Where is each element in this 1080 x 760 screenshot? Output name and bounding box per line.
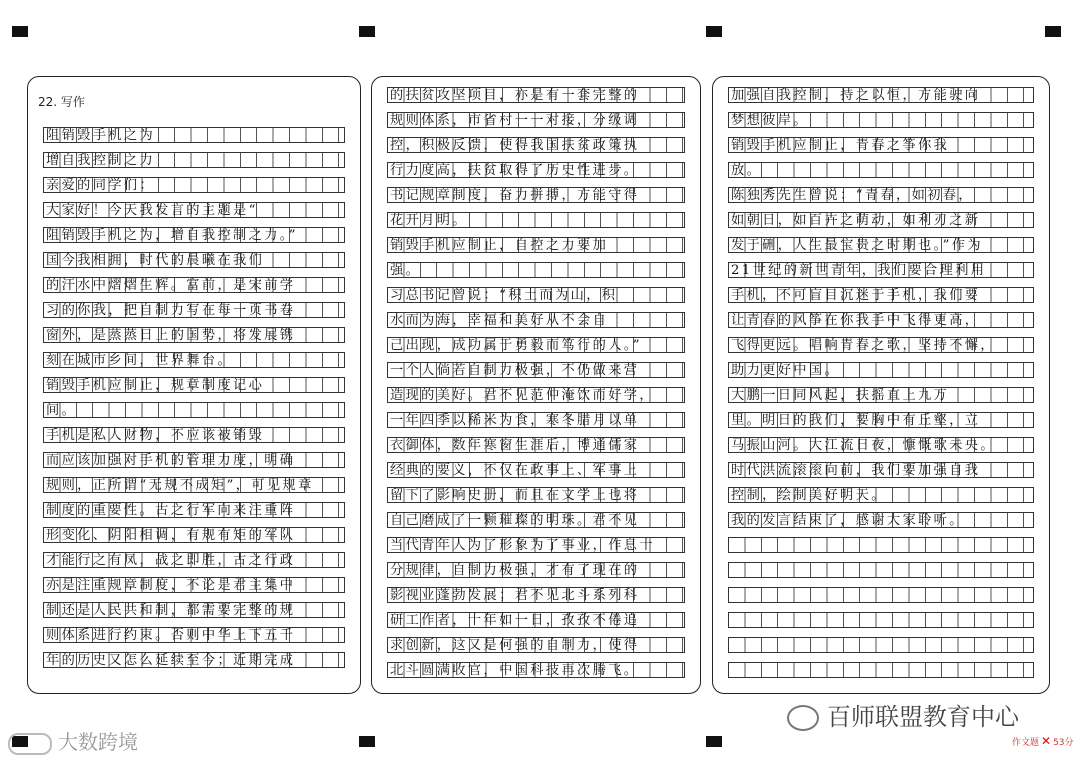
score-label: 作文题 — [1012, 738, 1040, 748]
grid-line — [387, 162, 685, 178]
grid-line — [43, 302, 345, 318]
handwritten-text: 时代洪流滚滚向前，我们要加强自我 — [731, 463, 981, 478]
grid-line — [728, 137, 1034, 153]
grid-line — [43, 602, 345, 618]
handwritten-text: 当代青年人为了形象为了事业，作息十 — [390, 538, 655, 553]
grid-line — [43, 527, 345, 543]
handwritten-text: 国今我相拥，时代的晨曦在我们 — [46, 253, 265, 268]
grid-line — [387, 637, 685, 653]
handwritten-text: 经典的要义，不仅在政事上、军事上 — [390, 463, 640, 478]
handwritten-text: 一个人倘若自制力极强，不仍做来营 — [390, 363, 640, 378]
score-mark — [1012, 734, 1074, 748]
handwritten-text: 规则，正所谓“无规不成矩”，可见规章 — [46, 478, 314, 493]
handwritten-text: 陈独秀先生曾说：“青春，如初春， — [731, 188, 974, 203]
handwritten-text: 刻在城市乡间，世界舞台。 — [46, 353, 234, 368]
watermark-logo-icon — [8, 733, 52, 755]
grid-line — [728, 187, 1034, 203]
handwritten-text: 的扶贫攻坚项目，亦是有一套完整的 — [390, 88, 640, 103]
grid-line — [43, 652, 345, 668]
grid-line — [387, 512, 685, 528]
handwritten-text: 习总书记曾说：“积土而为山，积 — [390, 288, 618, 303]
handwritten-text: 销毁手机应制止，自控之力要加 — [390, 238, 609, 253]
handwritten-text: 而应该加强对手机的管理力度，明确 — [46, 453, 296, 468]
handwritten-text: 我的发言结束了，感谢大家聆听。 — [731, 513, 965, 528]
watermark-left-text: 大数跨境 — [58, 730, 138, 754]
grid-line — [387, 612, 685, 628]
grid-lines-1 — [43, 127, 345, 677]
grid-line — [387, 537, 685, 553]
grid-lines-3 — [728, 87, 1034, 687]
grid-line — [728, 337, 1034, 353]
handwritten-text: 放。 — [731, 163, 763, 178]
handwritten-text: 研工作者，十年如一日，孜孜不倦追 — [390, 613, 640, 628]
grid-line — [43, 352, 345, 368]
grid-line — [728, 562, 1034, 578]
registration-mark — [706, 736, 722, 747]
handwritten-text: 销毁手机应制止，青春之筝你我 — [731, 138, 950, 153]
grid-line — [387, 412, 685, 428]
handwritten-text: 习的你我，把自制力写在每一页书卷 — [46, 303, 296, 318]
grid-line — [728, 362, 1034, 378]
handwritten-text: 则体系进行约束。否则中华上下五千 — [46, 628, 296, 643]
grid-line — [728, 112, 1034, 128]
handwritten-text: 控制，绘制美好明天。 — [731, 488, 887, 503]
grid-line — [387, 337, 685, 353]
handwritten-text: 制度的重要性。古之行军向来注重阵 — [46, 503, 296, 518]
registration-mark — [359, 26, 375, 37]
grid-line — [728, 612, 1034, 628]
handwritten-text: 求创新，这又是何强的自制力，使得 — [390, 638, 640, 653]
handwritten-text: 手机，不可盲目沉迷于手机，我们要 — [731, 288, 981, 303]
handwritten-text: 发于硎，人生最宝贵之时期也。”作为 — [731, 238, 983, 253]
grid-line — [43, 177, 345, 193]
handwritten-text: 分规律，自制力极强，才有了现在的 — [390, 563, 640, 578]
grid-line — [728, 437, 1034, 453]
grid-line — [387, 137, 685, 153]
grid-line — [43, 577, 345, 593]
grid-line — [387, 112, 685, 128]
handwritten-text: 加强自我控制，持之以恒，方能驶向 — [731, 88, 981, 103]
grid-line — [728, 262, 1034, 278]
grid-line — [387, 262, 685, 278]
score-value: 53分 — [1053, 738, 1074, 748]
grid-line — [728, 637, 1034, 653]
handwritten-text: 强。 — [390, 263, 422, 278]
handwritten-text: 北斗圆满收官，中国科技再次腾飞。 — [390, 663, 640, 678]
question-label: 22. 写作 — [38, 95, 85, 109]
handwritten-text: 销毁手机应制止，规章制度记心 — [46, 378, 265, 393]
wechat-icon — [787, 705, 819, 731]
grid-line — [728, 462, 1034, 478]
grid-line — [728, 287, 1034, 303]
grid-line — [43, 502, 345, 518]
handwritten-text: 的汗水中熠熠生辉。富前，是宋前学 — [46, 278, 296, 293]
grid-line — [387, 587, 685, 603]
grid-line — [728, 537, 1034, 553]
grid-line — [387, 187, 685, 203]
handwritten-text: 行力度高，扶贫取得了历史性进步。 — [390, 163, 640, 178]
grid-line — [43, 477, 345, 493]
handwritten-text: 增自我控制之力 — [46, 153, 156, 168]
handwritten-text: 形变化、阴阳相调，有规有矩的军队 — [46, 528, 296, 543]
grid-line — [43, 252, 345, 268]
grid-line — [728, 512, 1034, 528]
watermark-left — [8, 726, 138, 755]
handwritten-text: 制还是人民共和制，都需要完整的规 — [46, 603, 296, 618]
grid-line — [728, 487, 1034, 503]
handwritten-text: 留下了影响史册，而且在文学上也将 — [390, 488, 640, 503]
grid-line — [387, 437, 685, 453]
grid-line — [387, 387, 685, 403]
grid-line — [43, 452, 345, 468]
grid-line — [728, 662, 1034, 678]
registration-mark — [359, 736, 375, 747]
grid-line — [43, 152, 345, 168]
grid-line — [728, 87, 1034, 103]
handwritten-text: 大鹏一日同风起，扶摇直上九万 — [731, 388, 950, 403]
handwritten-text: 衣御体，数年寒窗生涯后，博通儒家 — [390, 438, 640, 453]
handwritten-text: 影视业蓬勃发展；君不见北斗系列科 — [390, 588, 640, 603]
handwritten-text: 助力更好中国。 — [731, 363, 841, 378]
grid-line — [728, 387, 1034, 403]
grid-line — [728, 312, 1034, 328]
grid-line — [43, 402, 345, 418]
grid-line — [387, 487, 685, 503]
answer-panel-2 — [371, 76, 701, 694]
watermark-right-text: 百师联盟教育中心 — [827, 703, 1019, 731]
answer-panel-1 — [27, 76, 361, 694]
grid-line — [387, 662, 685, 678]
grid-lines-2 — [387, 87, 685, 687]
handwritten-text: 己出现，成功属于勇毅而笃行的人。” — [390, 338, 642, 353]
handwritten-text: 飞得更远。唱响青春之歌，坚持不懈， — [731, 338, 996, 353]
handwritten-text: 让青春的风筝在你我手中飞得更高， — [731, 313, 981, 328]
grid-line — [387, 237, 685, 253]
registration-mark — [706, 26, 722, 37]
handwritten-text: 大家好！今天我发言的主题是“ — [46, 203, 258, 218]
grid-line — [43, 327, 345, 343]
handwritten-text: 梦想彼岸。 — [731, 113, 809, 128]
grid-line — [43, 127, 345, 143]
handwritten-text: 里。明日的我们，要胸中有丘壑，立 — [731, 413, 981, 428]
handwritten-text: 花开月明。 — [390, 213, 468, 228]
grid-line — [43, 627, 345, 643]
handwritten-text: 亲爱的同学们： — [46, 178, 156, 193]
grid-line — [43, 427, 345, 443]
handwritten-text: 如朝日，如百卉之萌动，如利刃之新 — [731, 213, 981, 228]
registration-mark — [12, 26, 28, 37]
grid-line — [728, 412, 1034, 428]
grid-line — [43, 227, 345, 243]
handwritten-text: 马振山河。大江流日夜，慷慨歌未央。 — [731, 438, 996, 453]
grid-line — [43, 552, 345, 568]
grid-line — [387, 362, 685, 378]
cross-icon: ✕ — [1041, 734, 1052, 748]
grid-line — [387, 287, 685, 303]
handwritten-text: 手机是私人财物，不应该被销毁 — [46, 428, 265, 443]
watermark-right — [787, 697, 1019, 732]
grid-line — [728, 162, 1034, 178]
handwritten-text: 书记规章制度，奋力拼搏，方能守得 — [390, 188, 640, 203]
handwritten-text: 一年四季以稀米为食，寒冬腊月以单 — [390, 413, 640, 428]
grid-line — [728, 212, 1034, 228]
grid-line — [387, 87, 685, 103]
handwritten-text: 自己磨成了一颗璀璨的明珠。君不见 — [390, 513, 640, 528]
handwritten-text: 阻销毁手机之为，增自我控制之力。” — [46, 228, 298, 243]
handwritten-text: 21世纪的新世青年，我们要合理利用 — [731, 263, 987, 278]
handwritten-text: 造现的美好。君不见范仲淹饮而好学， — [390, 388, 655, 403]
answer-panel-3 — [712, 76, 1050, 694]
handwritten-text: 年的历史又怎么延续至今；近期完成 — [46, 653, 296, 668]
grid-line — [43, 277, 345, 293]
grid-line — [387, 212, 685, 228]
grid-line — [387, 462, 685, 478]
handwritten-text: 阻销毁手机之为 — [46, 128, 156, 143]
registration-mark — [1045, 26, 1061, 37]
grid-line — [387, 312, 685, 328]
handwritten-text: 才能行之有凤，战之即胜，古之行政 — [46, 553, 296, 568]
handwritten-text: 控，积极反馈，使得我国扶贫政策执 — [390, 138, 640, 153]
handwritten-text: 窗外，是蒸蒸日上的国势，将发展镌 — [46, 328, 296, 343]
handwritten-text: 水而为海，幸福和美好从不会自 — [390, 313, 609, 328]
handwritten-text: 规则体系，市省村一一对接，分级调 — [390, 113, 640, 128]
grid-line — [43, 202, 345, 218]
grid-line — [387, 562, 685, 578]
grid-line — [728, 587, 1034, 603]
grid-line — [728, 237, 1034, 253]
grid-line — [43, 377, 345, 393]
handwritten-text: 亦是注重规章制度，不论是君主集中 — [46, 578, 296, 593]
handwritten-text: 间。 — [46, 403, 78, 418]
